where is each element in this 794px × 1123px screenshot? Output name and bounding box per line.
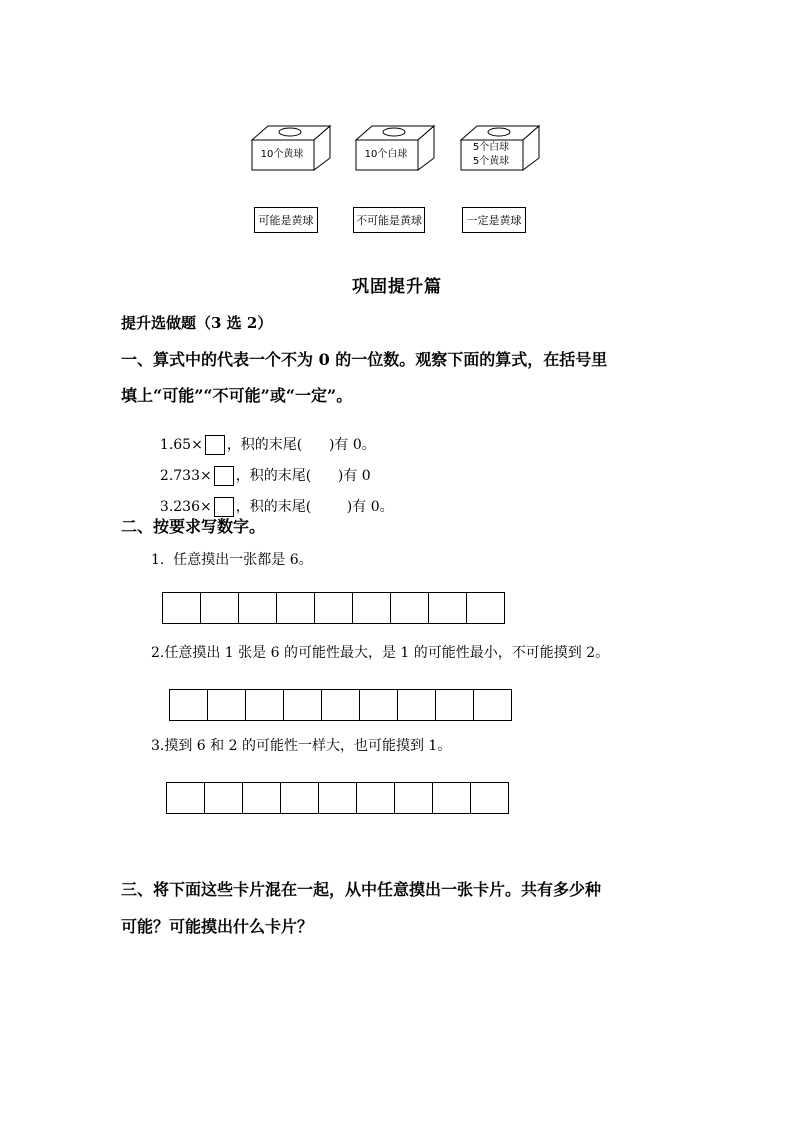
question-1-line-2: 填上“可能”“不可能”或“一定”。 xyxy=(121,386,353,405)
answer-cell[interactable] xyxy=(395,783,433,813)
question-2-part-2: 2.任意摸出 1 张是 6 的可能性最大，是 1 的可能性最小，不可能摸到 2。 xyxy=(151,645,610,661)
question-2-heading: 二、按要求写数字。 xyxy=(121,517,266,536)
box-figure-2 xyxy=(356,124,436,174)
answer-cell[interactable] xyxy=(243,783,281,813)
expression-tail: ，积的末尾( )有 0。 xyxy=(226,437,376,453)
box-label xyxy=(461,140,521,170)
answer-cell[interactable] xyxy=(474,690,511,720)
box-label-line: 10个黄球 xyxy=(260,149,304,160)
answer-cell[interactable] xyxy=(398,690,436,720)
question-1-line-1: 一、算式中的代表一个不为 0 的一位数。观察下面的算式，在括号里 xyxy=(121,350,608,369)
tag-impossible-yellow: 不可能是黄球 xyxy=(353,207,425,233)
box-figure-3 xyxy=(461,124,541,174)
answer-cell[interactable] xyxy=(315,593,353,623)
answer-cell[interactable] xyxy=(167,783,205,813)
expression-text: 3.236× xyxy=(159,499,212,515)
answer-cell[interactable] xyxy=(429,593,467,623)
expression-tail: ，积的末尾( )有 0。 xyxy=(235,499,394,515)
answer-cell[interactable] xyxy=(281,783,319,813)
answer-cell[interactable] xyxy=(201,593,239,623)
box-label xyxy=(356,140,416,170)
answer-cell[interactable] xyxy=(471,783,508,813)
expression-text: 2.733× xyxy=(159,468,212,484)
answer-cell[interactable] xyxy=(436,690,474,720)
question-2-part-3: 3.摸到 6 和 2 的可能性一样大，也可能摸到 1。 xyxy=(151,738,452,754)
box-label-line: 10个白球 xyxy=(364,149,408,160)
answer-cell[interactable] xyxy=(170,690,208,720)
answer-cell[interactable] xyxy=(239,593,277,623)
answer-cell[interactable] xyxy=(353,593,391,623)
box-label xyxy=(252,140,312,170)
answer-cell[interactable] xyxy=(391,593,429,623)
answer-grid-3 xyxy=(166,782,509,814)
answer-cell[interactable] xyxy=(357,783,395,813)
question-1-item-3 xyxy=(151,480,394,517)
expression-tail: ，积的末尾( )有 0 xyxy=(235,468,371,484)
tag-certain-yellow: 一定是黄球 xyxy=(462,207,526,233)
box-figure-1 xyxy=(252,124,332,174)
answer-grid-1 xyxy=(162,592,505,624)
question-3-line-1: 三、将下面这些卡片混在一起，从中任意摸出一张卡片。共有多少种 xyxy=(121,880,602,899)
answer-grid-2 xyxy=(169,689,512,721)
answer-cell[interactable] xyxy=(163,593,201,623)
answer-cell[interactable] xyxy=(360,690,398,720)
answer-cell[interactable] xyxy=(284,690,322,720)
expression-text: 1.65× xyxy=(159,437,203,453)
box-label-line: 5个白球 xyxy=(472,142,510,153)
answer-cell[interactable] xyxy=(205,783,243,813)
tag-possible-yellow: 可能是黄球 xyxy=(254,207,318,233)
answer-cell[interactable] xyxy=(467,593,504,623)
answer-cell[interactable] xyxy=(246,690,284,720)
answer-cell[interactable] xyxy=(319,783,357,813)
question-2-part-1: 1. 任意摸出一张都是 6。 xyxy=(151,552,313,568)
page-title: 巩固提升篇 xyxy=(352,277,442,297)
answer-cell[interactable] xyxy=(208,690,246,720)
box-label-line: 5个黄球 xyxy=(472,156,510,167)
answer-cell[interactable] xyxy=(433,783,471,813)
question-3-line-2: 可能？可能摸出什么卡片？ xyxy=(121,917,314,936)
answer-cell[interactable] xyxy=(322,690,360,720)
section-subtitle: 提升选做题（3 选 2） xyxy=(121,314,273,332)
answer-cell[interactable] xyxy=(277,593,315,623)
